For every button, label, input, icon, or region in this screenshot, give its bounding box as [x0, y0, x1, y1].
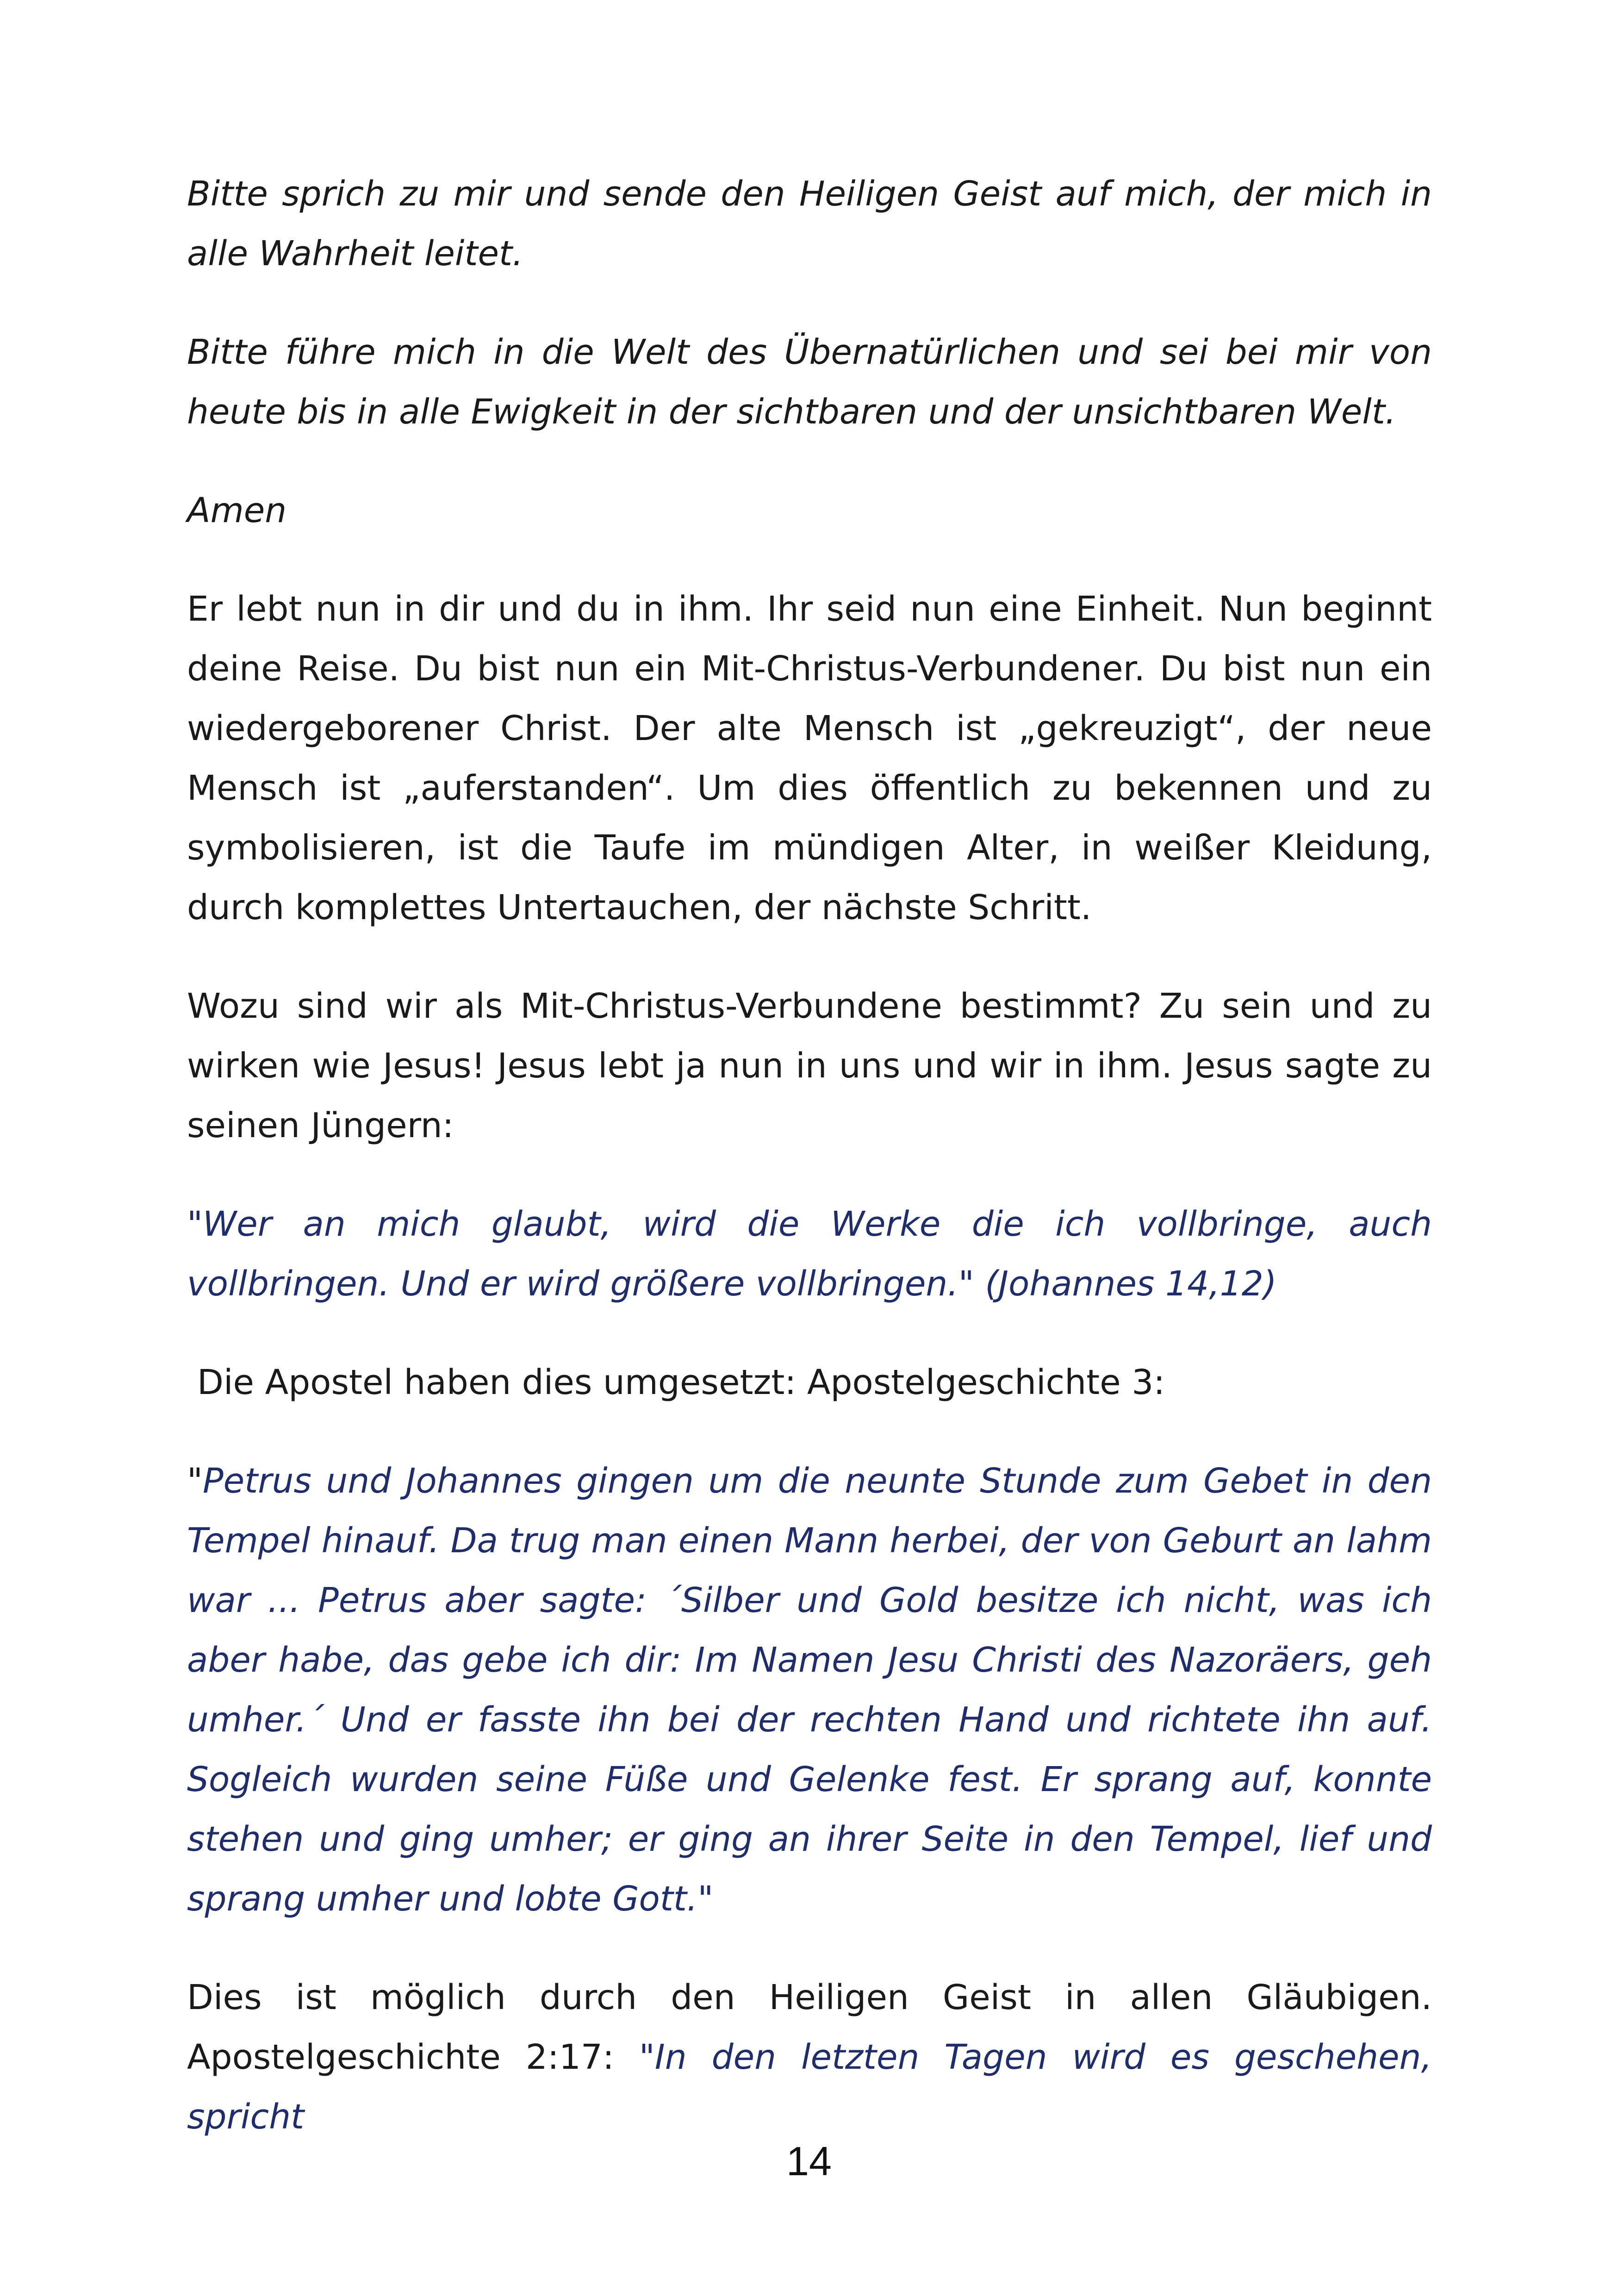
- body-paragraph-4: [187, 1968, 1432, 2147]
- body-paragraph-4-text: Dies ist möglich durch den Heiligen Geist in allen Gläubigen. Apostelgeschichte 2:17:: [187, 1978, 1432, 2077]
- page-body: [187, 164, 1432, 2147]
- quote-acts-3: [187, 1451, 1432, 1929]
- body-paragraph-3: Die Apostel haben dies umgesetzt: Apostelgeschichte 3:: [197, 1363, 1165, 1402]
- body-paragraph-1: Er lebt nun in dir und du in ihm. Ihr seid nun eine Einheit. Nun beginnt deine Reise. Du bist nun ein Mit-Christus-Verbundener. Du bist nun ein wiedergeborener Christ. Der alte Mensch ist „gekreuzigt“, der neue Mensch ist „auferstanden“. Um dies öffentlich zu bekennen und zu symbolisieren, ist die Taufe im mündigen Alter, in weißer Kleidung, durch komplettes Untertauchen, der nächste Schritt.: [187, 589, 1432, 927]
- page-number: 14: [786, 2138, 832, 2184]
- prayer-paragraph-1: Bitte sprich zu mir und sende den Heiligen Geist auf mich, der mich in alle Wahrheit leitet.: [187, 174, 1432, 274]
- quote-john-14-12: "Wer an mich glaubt, wird die Werke die ich vollbringe, auch vollbringen. Und er wird größere vollbringen." (Johannes 14,12): [187, 1204, 1432, 1304]
- quote-acts-2-17: "In den letzten Tagen wird es geschehen, spricht: [187, 2037, 1432, 2137]
- amen-line: Amen: [187, 491, 287, 530]
- prayer-paragraph-2: Bitte führe mich in die Welt des Übernatürlichen und sei bei mir von heute bis in alle Ewigkeit in der sichtbaren und der unsichtbaren Welt.: [187, 332, 1432, 432]
- acts3-opening-quote-mark: ": [187, 1461, 203, 1501]
- body-paragraph-2: Wozu sind wir als Mit-Christus-Verbundene bestimmt? Zu sein und zu wirken wie Jesus! Jesus lebt ja nun in uns und wir in ihm. Jesus sagte zu seinen Jüngern:: [187, 986, 1432, 1145]
- quote-acts-3-text: Petrus und Johannes gingen um die neunte Stunde zum Gebet in den Tempel hinauf. Da trug man einen Mann herbei, der von Geburt an lahm war ... Petrus aber sagte: ´Silber und Gold besitze ich nicht, was ich aber habe, das gebe ich dir: Im Namen Jesu Christi des Nazoräers, geh umher.´ Und er fasste ihn bei der rechten Hand und richtete ihn auf. Sogleich wurden seine Füße und Gelenke fest. Er sprang auf, konnte stehen und ging umher; er ging an ihrer Seite in den Tempel, lief und sprang umher und lobte Gott.": [187, 1461, 1432, 1919]
